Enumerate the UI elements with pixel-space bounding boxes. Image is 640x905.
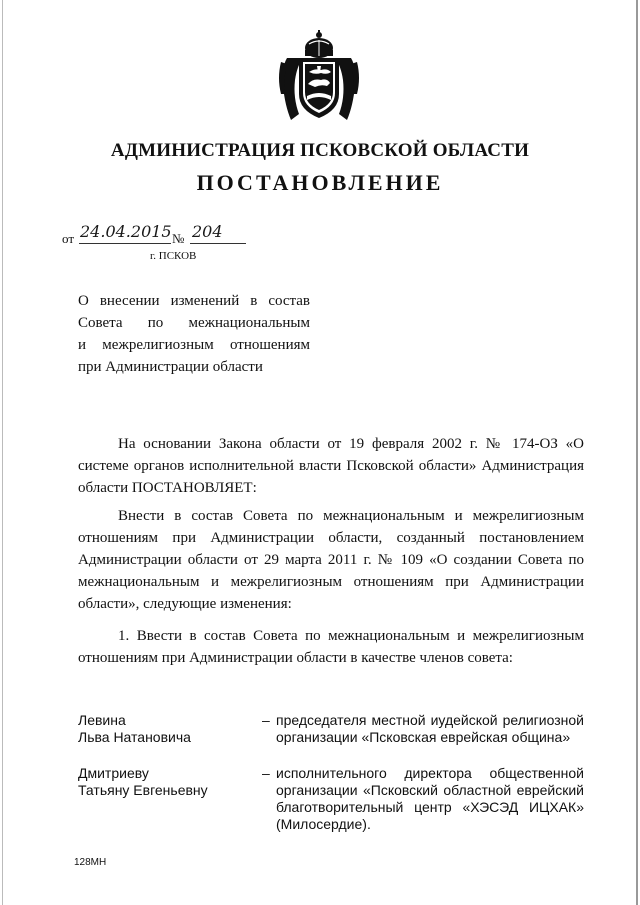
member-surname: Дмитриеву bbox=[78, 765, 149, 781]
body-paragraph-item-1: 1. Ввести в состав Совета по межнациональным и межрелигиозным отношениям при Администрации области в качестве членов совета: bbox=[78, 628, 584, 666]
subject-line: О внесении изменений в состав bbox=[78, 293, 310, 309]
member-description bbox=[262, 765, 584, 833]
member-name bbox=[78, 712, 191, 746]
body-paragraph-basis: На основании Закона области от 19 февраля 2002 г. № 174-ОЗ «О системе органов исполнительной власти Псковской области» Администрация области ПОСТАНОВЛЯЕТ: bbox=[78, 436, 584, 496]
subject-line: при Администрации области bbox=[78, 359, 263, 375]
document-subject bbox=[78, 290, 310, 378]
organization-title: АДМИНИСТРАЦИЯ ПСКОВСКОЙ ОБЛАСТИ bbox=[110, 140, 530, 161]
date-underline bbox=[79, 243, 171, 244]
number-prefix: № bbox=[172, 231, 185, 246]
member-description-text: председателя местной иудейской религиозной организации «Псковская еврейская община» bbox=[276, 712, 584, 745]
subject-line: Совета по межнациональным bbox=[78, 315, 310, 331]
date-value: 24.04.2015 bbox=[80, 222, 172, 241]
registration-line bbox=[62, 223, 262, 247]
member-dash: – bbox=[262, 765, 270, 781]
page-edge-right bbox=[636, 0, 638, 905]
member-description-text: исполнительного директора общественной организации «Псковский областной еврейский благотворительный центр «ХЭСЭД ИЦХАК» (Милосердие). bbox=[276, 765, 584, 832]
member-given-names: Татьяну Евгеньевну bbox=[78, 782, 208, 798]
date-prefix: от bbox=[62, 231, 75, 246]
body-paragraph-changes: Внести в состав Совета по межнациональным и межрелигиозным отношениям при Администрации области, созданный постановлением Администрации области от 29 марта 2011 г. № 109 «О создании Совета по межнациональным и межрелигиозным отношениям при Администрации области», следующие изменения: bbox=[78, 508, 584, 612]
pskov-oblast-coat-of-arms-icon bbox=[277, 28, 361, 124]
member-surname: Левина bbox=[78, 712, 126, 728]
member-given-names: Льва Натановича bbox=[78, 729, 191, 745]
member-dash: – bbox=[262, 712, 270, 728]
footer-code: 128МН bbox=[74, 857, 107, 868]
subject-line: и межрелигиозным отношениям bbox=[78, 337, 310, 353]
page-edge-left bbox=[2, 0, 3, 905]
member-description bbox=[262, 712, 584, 746]
document-type-title: ПОСТАНОВЛЕНИЕ bbox=[196, 170, 444, 195]
number-value: 204 bbox=[192, 222, 223, 241]
member-name bbox=[78, 765, 208, 799]
city-label: г. ПСКОВ bbox=[150, 250, 197, 262]
number-underline bbox=[190, 243, 246, 244]
